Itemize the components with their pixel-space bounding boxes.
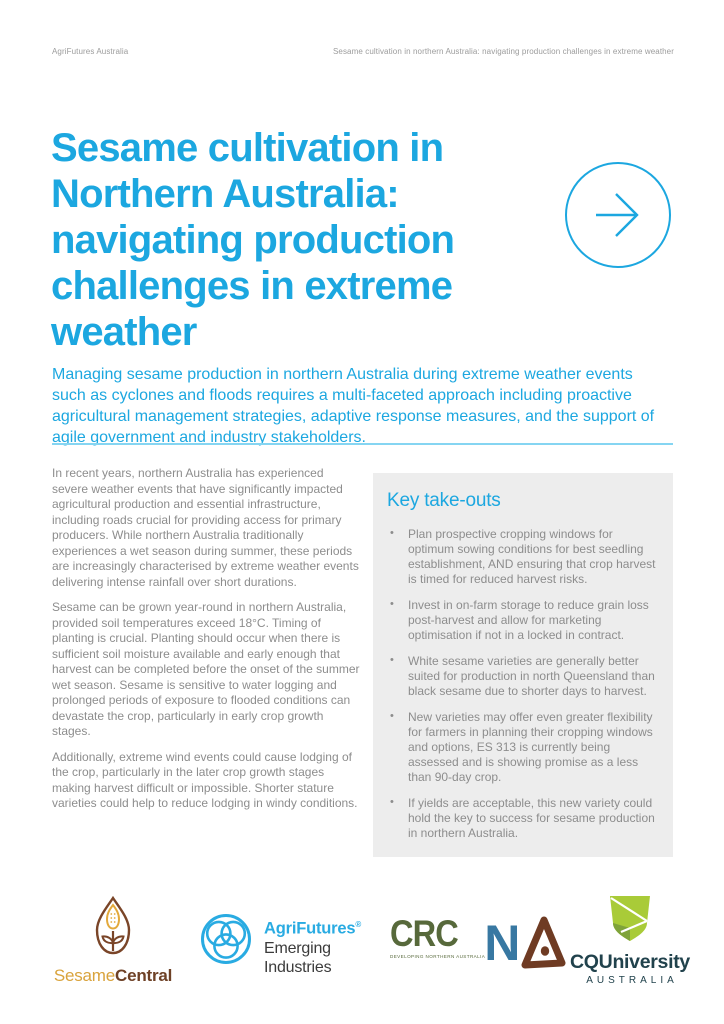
industries-line: Industries — [264, 958, 332, 976]
crcna-logo — [390, 913, 566, 973]
bullet-marker: • — [390, 654, 394, 666]
bullet-marker: • — [390, 598, 394, 610]
agrifutures-brand: AgriFutures — [264, 919, 356, 938]
crc-letters: CRC — [390, 913, 458, 954]
title-line: weather — [51, 309, 197, 354]
list-item-text: Invest in on-farm storage to reduce grain loss post-harvest and allow for marketing optimisation if not in a locked in contract. — [408, 598, 649, 642]
crcna-n-letter: N — [484, 915, 519, 971]
list-item — [387, 598, 661, 643]
body-paragraph: In recent years, northern Australia has experienced severe weather events that have significantly impacted agricultural production and essential infrastructure, including roads crucial for providing access for primary producers. While northern Australia traditionally experiences a wet season during summer, these periods are increasingly characterised by extreme weather events delivering intense rainfall over short durations. — [52, 466, 359, 589]
cqu-shield-icon — [607, 894, 653, 944]
cquniversity-logo — [552, 894, 708, 986]
key-takeouts-heading: Key take-outs — [387, 490, 501, 511]
list-item — [387, 654, 661, 699]
emerging-line: Emerging — [264, 939, 331, 957]
list-item — [387, 527, 661, 587]
bullet-marker: • — [390, 527, 394, 539]
key-takeouts-list — [387, 527, 661, 841]
sesame-seed-icon — [95, 896, 131, 958]
registered-mark: ® — [355, 920, 362, 929]
list-item-text: If yields are acceptable, this new variety could hold the key to success for sesame production in northern Australia. — [408, 796, 655, 840]
running-header-right: Sesame cultivation in northern Australia: navigating production challenges in extreme weather — [332, 47, 674, 56]
agrifutures-circles-icon — [200, 912, 252, 966]
agrifutures-logo — [200, 912, 361, 977]
title-line: challenges in extreme — [51, 263, 453, 308]
cqu-name: CQUniversity — [570, 951, 690, 973]
list-item-text: White sesame varieties are generally better suited for production in north Queensland than black sesame due to shorter days to harvest. — [408, 654, 655, 698]
bullet-marker: • — [390, 796, 394, 808]
body-text-column — [52, 466, 360, 822]
crcna-caption: DEVELOPING NORTHERN AUSTRALIA — [390, 954, 486, 959]
body-paragraph: Sesame can be grown year-round in northern Australia, provided soil temperatures exceed 18°C. Timing of planting is crucial. Planting should occur when there is sufficient soil moisture available and early enough that harvest can be completed before the onset of the summer wet season. Sesame is sensitive to water logging and prolonged periods of exposure to flooded conditions can devastate the crop, particularly in early crop growth stages. — [52, 600, 360, 738]
central-word: Central — [115, 966, 173, 985]
arrow-right-icon — [587, 184, 649, 246]
title-line: Northern Australia: — [51, 171, 399, 216]
crc-column — [390, 913, 486, 959]
title-line: navigating production — [51, 217, 455, 262]
running-header — [52, 47, 674, 56]
body-paragraph: Additionally, extreme wind events could cause lodging of the crop, particularly in the later crop growth stages making harvest difficult or impossible. Shorter stature varieties could help to reduce lodging in windy conditions. — [52, 749, 358, 810]
agrifutures-wordmark — [264, 912, 361, 977]
agrifutures-brand-line — [264, 915, 361, 939]
list-item — [387, 710, 661, 785]
cqu-country: AUSTRALIA — [586, 975, 678, 986]
next-page-arrow-button[interactable] — [565, 162, 671, 268]
running-header-left: AgriFutures Australia — [52, 47, 129, 56]
sesame-word: Sesame — [53, 966, 115, 985]
list-item-text: New varieties may offer even greater flexibility for farmers in planning their cropping windows and options, ES 313 is currently being assessed and is showing promise as a less than 90-day crop. — [408, 710, 653, 784]
sesame-central-logo — [46, 896, 180, 986]
bullet-marker: • — [390, 710, 394, 722]
page-title — [51, 125, 454, 355]
key-takeouts-panel — [373, 473, 673, 857]
sesame-central-wordmark — [46, 966, 180, 986]
title-line: Sesame cultivation in — [51, 125, 444, 170]
list-item — [387, 796, 661, 841]
list-item-text: Plan prospective cropping windows for optimum sowing conditions for best seedling establishment, AND ensuring that crop harvest is timed for reduced harvest risks. — [408, 527, 656, 586]
intro-paragraph: Managing sesame production in northern Australia during extreme weather events such as cyclones and floods requires a multi-faceted approach including proactive agricultural management strategies, adaptive response measures, and the support of agile government and industry stakeholders. — [52, 366, 655, 446]
section-divider — [52, 443, 673, 445]
